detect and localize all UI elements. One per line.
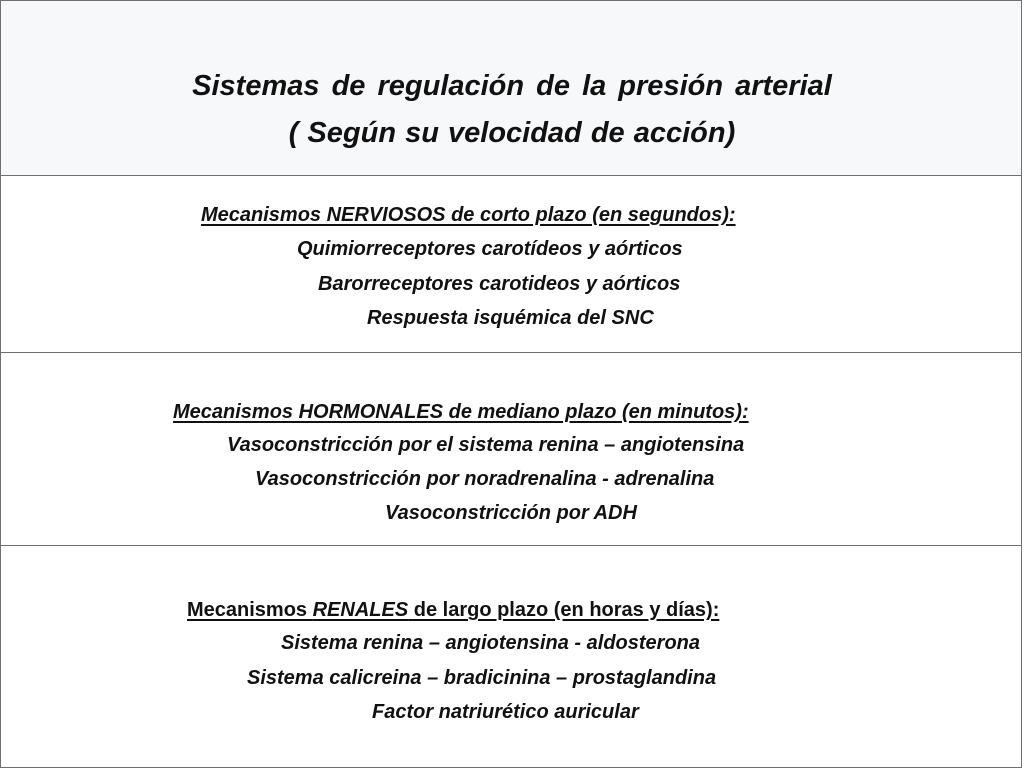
renal-heading-suffix: de largo plazo (en horas y días): [408,599,720,621]
renal-mechanisms-section [0,545,1022,768]
renal-heading-emphasis: RENALES [312,599,409,621]
nervous-item: Barorreceptores carotideos y aórticos [318,273,681,295]
renal-item: Sistema renina – angiotensina - aldosterona [281,632,701,654]
slide-subtitle: ( Según su velocidad de acción) [288,117,736,149]
hormonal-item: Vasoconstricción por noradrenalina - adrenalina [255,468,715,490]
hormonal-item: Vasoconstricción por ADH [385,502,637,524]
renal-item: Sistema calicreina – bradicinina – prostaglandina [247,667,717,689]
title-box [0,0,1022,176]
hormonal-item: Vasoconstricción por el sistema renina – angiotensina [227,434,745,456]
renal-item: Factor natriurético auricular [372,701,639,723]
slide-title: Sistemas de regulación de la presión arterial [192,70,832,102]
nervous-heading: Mecanismos NERVIOSOS de corto plazo (en segundos): [201,204,736,226]
nervous-item: Quimiorreceptores carotídeos y aórticos [297,238,683,260]
renal-heading [187,597,719,623]
renal-heading-prefix: Mecanismos [187,599,313,621]
nervous-item: Respuesta isquémica del SNC [367,307,654,329]
hormonal-heading: Mecanismos HORMONALES de mediano plazo (en minutos): [173,401,749,423]
